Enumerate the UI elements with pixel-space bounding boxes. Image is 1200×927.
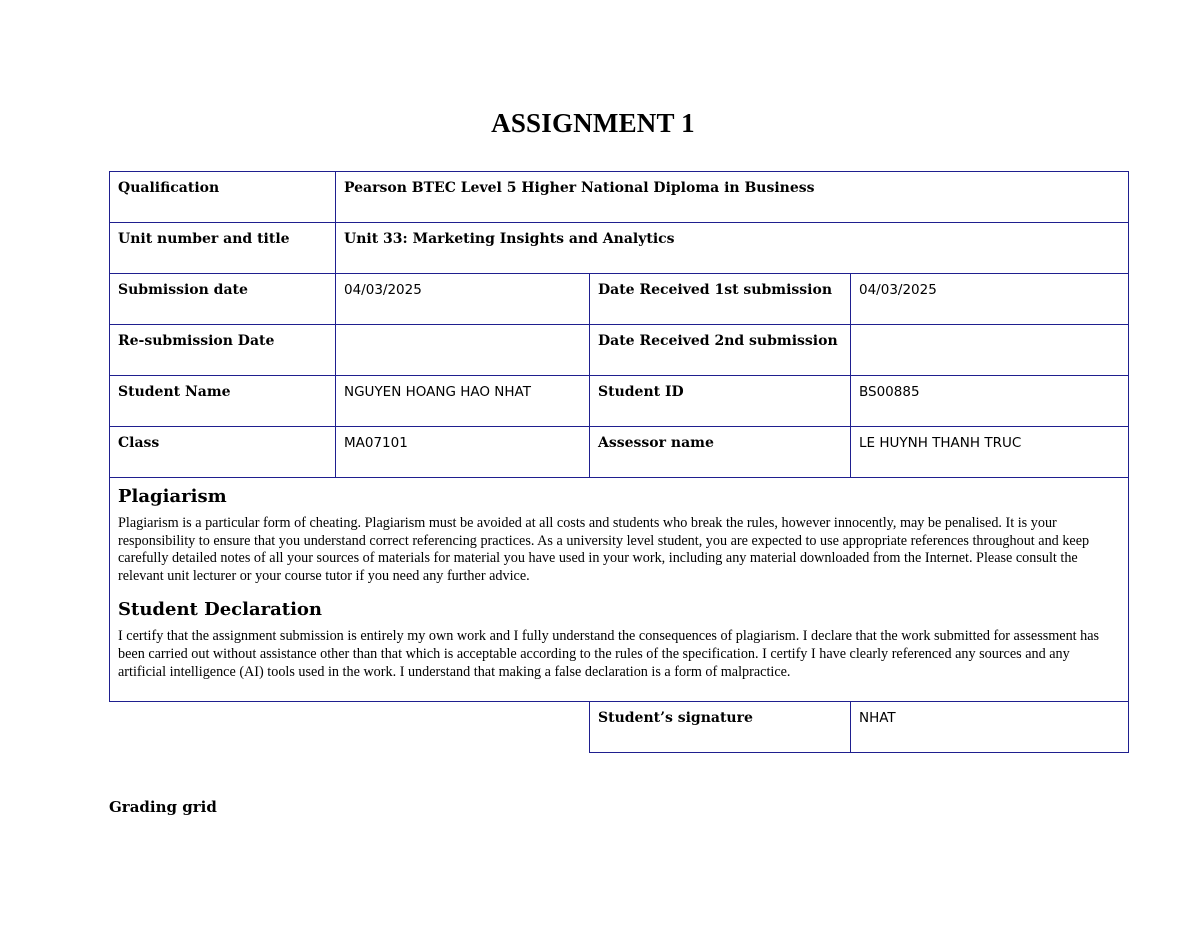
row-declaration <box>110 478 1129 702</box>
plagiarism-heading: Plagiarism <box>118 486 227 507</box>
row-submission <box>110 274 1129 325</box>
submission-date-value[interactable]: 04/03/2025 <box>336 274 590 325</box>
student-name-label: Student Name <box>110 376 336 427</box>
assessor-name-label: Assessor name <box>590 427 851 478</box>
assignment-info-table <box>109 171 1129 753</box>
unit-value: Unit 33: Marketing Insights and Analytics <box>336 223 1129 274</box>
row-qualification <box>110 172 1129 223</box>
qualification-value: Pearson BTEC Level 5 Higher National Diploma in Business <box>336 172 1129 223</box>
student-id-value[interactable]: BS00885 <box>851 376 1129 427</box>
signature-value[interactable]: NHAT <box>851 702 1129 753</box>
row-resubmission <box>110 325 1129 376</box>
resubmission-date-label: Re-submission Date <box>110 325 336 376</box>
assessor-name-value[interactable]: LE HUYNH THANH TRUC <box>851 427 1129 478</box>
date-received-1-value[interactable]: 04/03/2025 <box>851 274 1129 325</box>
class-label: Class <box>110 427 336 478</box>
submission-date-label: Submission date <box>110 274 336 325</box>
row-class <box>110 427 1129 478</box>
date-received-1-label: Date Received 1st submission <box>590 274 851 325</box>
student-id-label: Student ID <box>590 376 851 427</box>
grading-grid-heading: Grading grid <box>109 798 217 816</box>
plagiarism-text: Plagiarism is a particular form of cheating. Plagiarism must be avoided at all costs and students who break the rules, however innocently, may be penalised. It is your responsibility to ensure that you understand correct referencing practices. As a university level student, you are expected to use appropriate references throughout and keep carefully detailed notes of all your sources of materials for material you have used in your work, including any material downloaded from the Internet. Please consult the relevant unit lecturer or your course tutor if you need any further advice. <box>118 515 1090 584</box>
class-value[interactable]: MA07101 <box>336 427 590 478</box>
date-received-2-value[interactable] <box>851 325 1129 376</box>
student-declaration-text: I certify that the assignment submission is entirely my own work and I fully understand the consequences of plagiarism. I declare that the work submitted for assessment has been carried out without assistance other than that which is acceptable according to the rules of the specification. I certify I have clearly referenced any sources and any artificial intelligence (AI) tools used in the work. I understand that making a false declaration is a form of malpractice. <box>118 628 1100 680</box>
row-student <box>110 376 1129 427</box>
row-signature <box>110 702 1129 753</box>
page-title: ASSIGNMENT 1 <box>491 108 695 138</box>
signature-label: Student’s signature <box>590 702 851 753</box>
student-name-value[interactable]: NGUYEN HOANG HAO NHAT <box>336 376 590 427</box>
row-unit <box>110 223 1129 274</box>
resubmission-date-value[interactable] <box>336 325 590 376</box>
signature-spacer <box>110 702 590 753</box>
date-received-2-label: Date Received 2nd submission <box>590 325 851 376</box>
qualification-label: Qualification <box>110 172 336 223</box>
student-declaration-heading: Student Declaration <box>118 599 323 621</box>
unit-label: Unit number and title <box>110 223 336 274</box>
plagiarism-declaration-cell <box>110 478 1129 702</box>
